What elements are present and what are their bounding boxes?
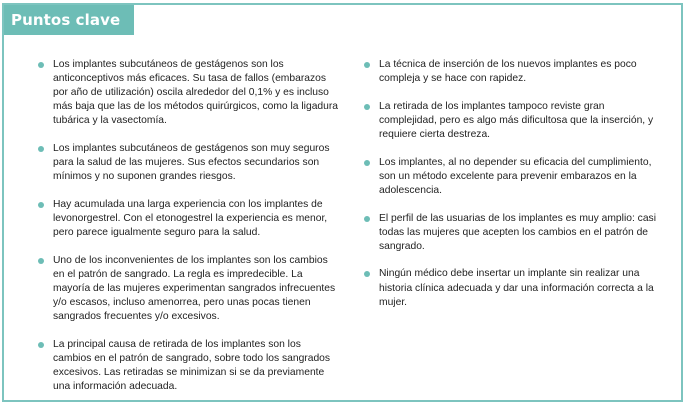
list-item-text: Los implantes subcutáneos de gestágenos son los anticonceptivos más eficaces. Su tasa de fallos (embarazos por año de utilización) oscila alrededor del 0,1% y es incluso más baja que las de los métodos quirúrgicos, como la ligadura tubárica y la vasectomía. [53, 59, 339, 127]
bullet-icon [364, 62, 370, 68]
list-item [38, 338, 342, 394]
section-title: Puntos clave [4, 5, 134, 35]
list-item-text: La retirada de los implantes tampoco reviste gran complejidad, pero es algo más dificultosa que la inserción, y requiere cierta destreza. [379, 100, 654, 140]
list-item-text: Ningún médico debe insertar un implante sin realizar una historia clínica adecuada y dar una información correcta a la mujer. [379, 268, 654, 308]
bullet-icon [38, 258, 44, 264]
list-item [38, 58, 342, 128]
list-item [364, 58, 664, 86]
list-item [364, 156, 664, 198]
bullet-icon [38, 342, 44, 348]
list-item-text: El perfil de las usuarias de los implantes es muy amplio: casi todas las mujeres que acepten los cambios en el patrón de sangrado. [379, 212, 656, 252]
list-item [364, 100, 664, 142]
bullet-icon [364, 160, 370, 166]
bullet-icon [364, 216, 370, 222]
list-item [38, 198, 342, 240]
left-column [38, 58, 342, 408]
bullet-icon [38, 62, 44, 68]
list-item-text: Los implantes subcutáneos de gestágenos son muy seguros para la salud de las mujeres. Sus efectos secundarios son mínimos y no suponen grandes riesgos. [53, 143, 330, 183]
bullet-icon [38, 202, 44, 208]
bullet-icon [38, 146, 44, 152]
list-item [364, 212, 664, 254]
right-column [364, 58, 664, 323]
list-item-text: La principal causa de retirada de los implantes son los cambios en el patrón de sangrado, sobre todo los sangrados excesivos. Las retiradas se minimizan si se da previamente una información adecuada. [53, 338, 331, 393]
key-points-box [2, 3, 683, 402]
list-item [364, 267, 664, 309]
list-item [38, 254, 342, 324]
list-item [38, 142, 342, 184]
list-item-text: La técnica de inserción de los nuevos implantes es poco compleja y se hace con rapidez. [379, 59, 637, 85]
list-item-text: Uno de los inconvenientes de los implantes son los cambios en el patrón de sangrado. La regla es impredecible. La mayoría de las mujeres experimentan sangrados infrecuentes y/o escasos, incluso amenorrea, pero unas pocas tienen sangrados frecuentes y/o excesivos. [53, 254, 336, 323]
list-item-text: Los implantes, al no depender su eficacia del cumplimiento, son un método excelente para prevenir embarazos en la adolescencia. [379, 156, 652, 196]
list-item-text: Hay acumulada una larga experiencia con los implantes de levonorgestrel. Con el etonogestrel la experiencia es menor, pero parece igualmente seguro para la salud. [53, 198, 328, 239]
bullet-icon [364, 271, 370, 277]
bullet-icon [364, 104, 370, 110]
